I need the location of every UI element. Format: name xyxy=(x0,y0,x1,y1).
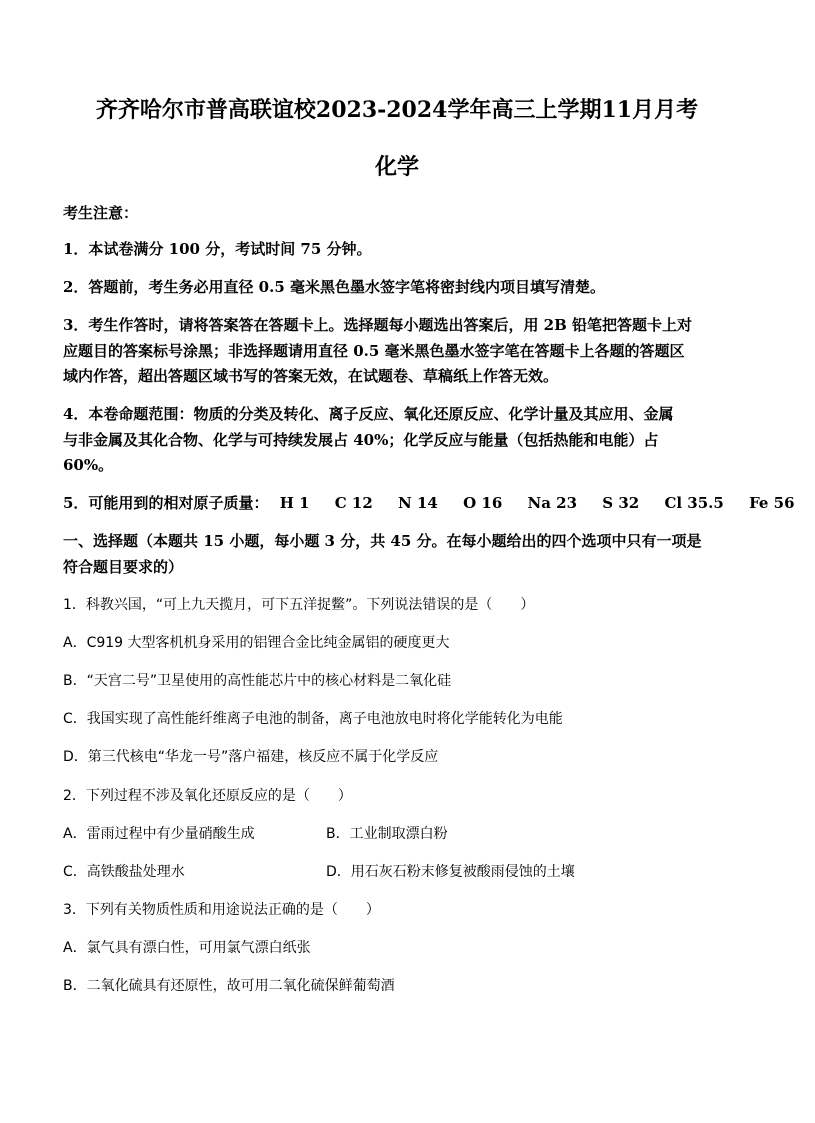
notice-item-5 xyxy=(63,492,795,513)
question-2-row-ab xyxy=(63,823,731,843)
question-2-option-a: A．雷雨过程中有少量硝酸生成 xyxy=(63,826,255,842)
atomic-mass-h: H 1 xyxy=(279,494,310,512)
atomic-mass-s: S 32 xyxy=(602,494,640,512)
question-2-stem: 2．下列过程不涉及氧化还原反应的是（ ） xyxy=(63,788,352,804)
notice-item-3-line-3: 域内作答，超出答题区域书写的答案无效，在试题卷、草稿纸上作答无效。 xyxy=(63,367,559,385)
notice-item-4-line-1: 4．本卷命题范围：物质的分类及转化、离子反应、氧化还原反应、化学计量及其应用、金属 xyxy=(63,405,674,423)
atomic-mass-label: 5．可能用到的相对原子质量： xyxy=(63,494,269,512)
question-3-stem: 3．下列有关物质性质和用途说法正确的是（ ） xyxy=(63,902,380,918)
question-2-option-b: B．工业制取漂白粉 xyxy=(326,826,448,842)
notice-item-4-line-3: 60%。 xyxy=(63,456,114,474)
exam-title: 齐齐哈尔市普高联谊校2023-2024学年高三上学期11月月考 xyxy=(95,97,699,123)
question-1-option-b: B．“天宫二号”卫星使用的高性能芯片中的核心材料是二氧化硅 xyxy=(63,673,452,689)
question-2-option-d: D．用石灰石粉末修复被酸雨侵蚀的土壤 xyxy=(326,864,575,880)
question-2-option-c: C．高铁酸盐处理水 xyxy=(63,864,185,880)
question-1-stem: 1．科教兴国，“可上九天揽月，可下五洋捉鳖”。下列说法错误的是（ ） xyxy=(63,597,535,613)
atomic-mass-na: Na 23 xyxy=(527,494,578,512)
notice-item-4-line-2: 与非金属及其化合物、化学与可持续发展占 40%；化学反应与能量（包括热能和电能）占 xyxy=(63,431,659,449)
atomic-mass-o: O 16 xyxy=(463,494,503,512)
question-1-option-d: D．第三代核电“华龙一号”落户福建，核反应不属于化学反应 xyxy=(63,749,439,765)
notice-item-1: 1．本试卷满分 100 分，考试时间 75 分钟。 xyxy=(63,240,372,258)
question-1-option-c: C．我国实现了高性能纤维离子电池的制备，离子电池放电时将化学能转化为电能 xyxy=(63,711,563,727)
notice-heading: 考生注意： xyxy=(63,204,139,222)
atomic-mass-cl: Cl 35.5 xyxy=(664,494,724,512)
notice-item-3-line-2: 应题目的答案标号涂黑；非选择题请用直径 0.5 毫米黑色墨水签字笔在答题卡上各题的答题区 xyxy=(63,342,685,360)
notice-item-3-line-1: 3．考生作答时，请将答案答在答题卡上。选择题每小题选出答案后，用 2B 铅笔把答题卡上对 xyxy=(63,316,693,334)
question-3-option-b: B．二氧化硫具有还原性，故可用二氧化硫保鲜葡萄酒 xyxy=(63,978,395,994)
question-3-option-a: A．氯气具有漂白性，可用氯气漂白纸张 xyxy=(63,940,311,956)
notice-item-2: 2．答题前，考生务必用直径 0.5 毫米黑色墨水签字笔将密封线内项目填写清楚。 xyxy=(63,278,605,296)
atomic-mass-fe: Fe 56 xyxy=(749,494,795,512)
section-heading-line-1: 一、选择题（本题共 15 小题，每小题 3 分，共 45 分。在每小题给出的四个选项中只有一项是 xyxy=(63,532,702,550)
atomic-mass-c: C 12 xyxy=(334,494,373,512)
question-2-row-cd xyxy=(63,861,731,881)
atomic-mass-n: N 14 xyxy=(398,494,438,512)
question-1-option-a: A．C919 大型客机机身采用的铝锂合金比纯金属铝的硬度更大 xyxy=(63,635,450,651)
section-heading-line-2: 符合题目要求的） xyxy=(63,558,184,576)
subject-title: 化学 xyxy=(374,154,419,180)
